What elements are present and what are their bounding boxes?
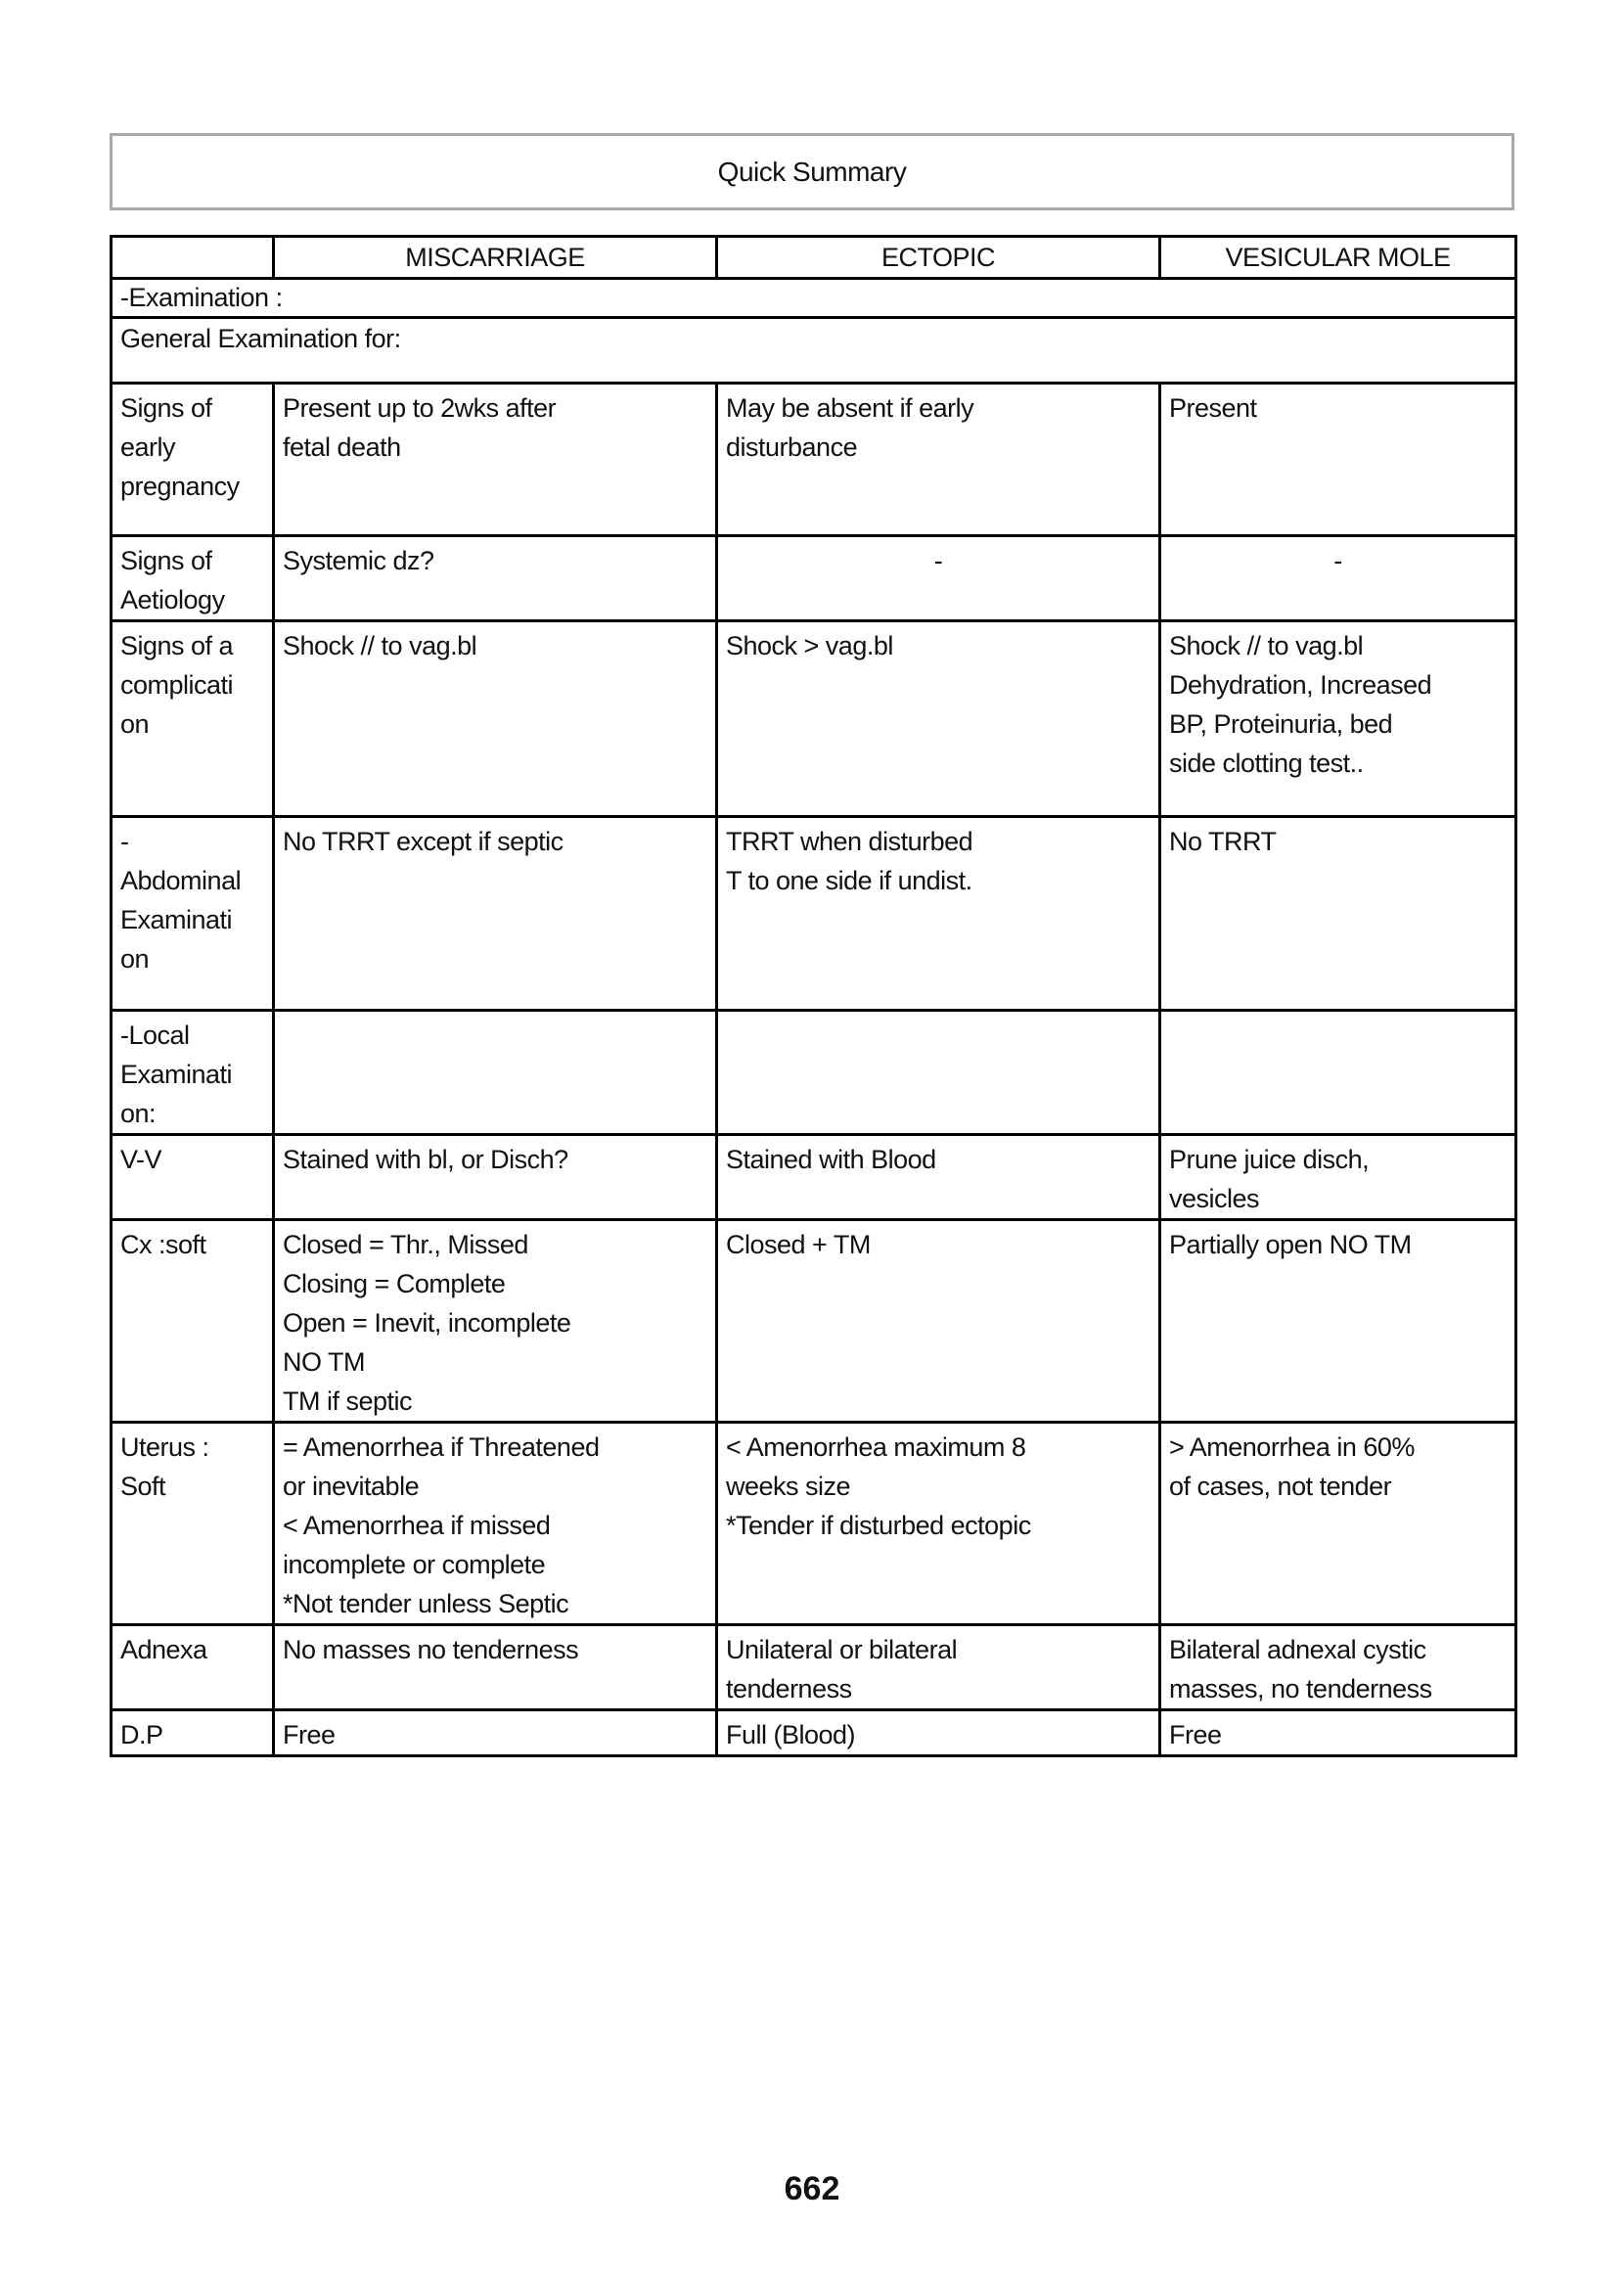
cell-text-line: Present up to 2wks after [283, 393, 557, 423]
row-label-cell [112, 1710, 274, 1756]
cell-text-line: complicati [120, 670, 234, 700]
cell-text-line: Present [1169, 393, 1257, 423]
cell-text-line: < Amenorrhea if missed [283, 1511, 551, 1540]
row-label-cell [112, 621, 274, 817]
cell-text-line: V-V [120, 1145, 162, 1174]
table-row [112, 1011, 1516, 1135]
header-miscarriage: MISCARRIAGE [274, 237, 717, 279]
cell-text-line: Closed = Thr., Missed [283, 1230, 528, 1259]
summary-title: Quick Summary [717, 156, 907, 187]
cell-text-line: or inevitable [283, 1472, 420, 1501]
cell-text-line: Signs of a [120, 631, 234, 660]
row-label-cell [112, 1011, 274, 1135]
miscarriage-cell [274, 621, 717, 817]
vesicular-mole-cell [1160, 1423, 1516, 1625]
ectopic-cell [717, 817, 1160, 1011]
cell-text-line: Partially open NO TM [1169, 1230, 1412, 1259]
table-row [112, 1220, 1516, 1423]
section-general-examination: General Examination for: [112, 318, 1516, 384]
vesicular-mole-cell [1160, 1135, 1516, 1220]
cell-text-line: incomplete or complete [283, 1550, 546, 1579]
cell-text-line: Prune juice disch, [1169, 1145, 1370, 1174]
cell-text-line: vesicles [1169, 1184, 1260, 1213]
cell-text-line: -Local [120, 1021, 190, 1050]
vesicular-mole-cell [1160, 384, 1516, 536]
table-row [112, 536, 1516, 621]
cell-text-line: fetal death [283, 432, 401, 462]
cell-text-line: Open = Inevit, incomplete [283, 1308, 571, 1338]
cell-text-line: Abdominal [120, 866, 242, 895]
miscarriage-cell [274, 536, 717, 621]
cell-text-line: *Not tender unless Septic [283, 1589, 569, 1618]
table-row [112, 817, 1516, 1011]
vesicular-mole-cell [1160, 1710, 1516, 1756]
cell-text-line: of cases, not tender [1169, 1472, 1392, 1501]
summary-title-box [110, 133, 1514, 210]
row-label-cell [112, 817, 274, 1011]
cell-text-line: *Tender if disturbed ectopic [726, 1511, 1031, 1540]
cell-text-line: on [120, 709, 150, 739]
cell-text-line: TM if septic [283, 1386, 413, 1416]
cell-text-line: Cx :soft [120, 1230, 206, 1259]
cell-text-line: Stained with bl, or Disch? [283, 1145, 568, 1174]
ectopic-cell [717, 1710, 1160, 1756]
vesicular-mole-cell [1160, 1625, 1516, 1710]
header-ectopic: ECTOPIC [717, 237, 1160, 279]
section-examination: -Examination : [112, 279, 1516, 318]
header-vesicular-mole: VESICULAR MOLE [1160, 237, 1516, 279]
cell-text-line: Free [283, 1720, 336, 1749]
cell-text-line: tenderness [726, 1674, 852, 1703]
miscarriage-cell [274, 1625, 717, 1710]
cell-text-line: masses, no tenderness [1169, 1674, 1432, 1703]
section-row-general [112, 318, 1516, 384]
vesicular-mole-cell [1160, 817, 1516, 1011]
cell-text-line: NO TM [283, 1347, 365, 1377]
cell-text-line: Examinati [120, 905, 233, 934]
cell-text-line: BP, Proteinuria, bed [1169, 709, 1393, 739]
cell-text-line: Shock // to vag.bl [283, 631, 477, 660]
cell-text-line: Full (Blood) [726, 1720, 856, 1749]
cell-text-line: No masses no tenderness [283, 1635, 579, 1664]
cell-text-line: No TRRT [1169, 827, 1277, 856]
ectopic-cell [717, 1135, 1160, 1220]
cell-text-line: TRRT when disturbed [726, 827, 973, 856]
ectopic-cell [717, 1220, 1160, 1423]
cell-text-line: > Amenorrhea in 60% [1169, 1432, 1415, 1462]
ectopic-cell [717, 1625, 1160, 1710]
cell-text-line: < Amenorrhea maximum 8 [726, 1432, 1026, 1462]
cell-text-line: Uterus : [120, 1432, 209, 1462]
cell-text-line: Shock > vag.bl [726, 631, 893, 660]
vesicular-mole-cell [1160, 621, 1516, 817]
header-row [112, 237, 1516, 279]
cell-text-line: weeks size [726, 1472, 851, 1501]
ectopic-cell [717, 621, 1160, 817]
cell-text-line: on [120, 944, 150, 974]
row-label-cell [112, 1135, 274, 1220]
cell-text-line: Systemic dz? [283, 546, 434, 575]
section-row-examination [112, 279, 1516, 318]
cell-text-line: Shock // to vag.bl [1169, 631, 1364, 660]
cell-text-line: side clotting test.. [1169, 749, 1364, 778]
miscarriage-cell [274, 1220, 717, 1423]
comparison-table [110, 235, 1517, 1757]
row-label-cell [112, 1625, 274, 1710]
vesicular-mole-cell [1160, 536, 1516, 621]
table-row [112, 1423, 1516, 1625]
cell-text-line: - [120, 827, 129, 856]
cell-text-line: D.P [120, 1720, 163, 1749]
cell-text-line: - [1333, 546, 1342, 575]
cell-text-line: Examinati [120, 1060, 233, 1089]
cell-text-line: Adnexa [120, 1635, 207, 1664]
table-row [112, 384, 1516, 536]
cell-text-line: pregnancy [120, 472, 240, 501]
cell-text-line: Soft [120, 1472, 166, 1501]
cell-text-line: Signs of [120, 546, 212, 575]
row-label-cell [112, 536, 274, 621]
cell-text-line: T to one side if undist. [726, 866, 972, 895]
cell-text-line: Bilateral adnexal cystic [1169, 1635, 1426, 1664]
cell-text-line: Unilateral or bilateral [726, 1635, 958, 1664]
cell-text-line: Dehydration, Increased [1169, 670, 1432, 700]
miscarriage-cell [274, 817, 717, 1011]
miscarriage-cell [274, 1423, 717, 1625]
table-row [112, 1135, 1516, 1220]
vesicular-mole-cell [1160, 1220, 1516, 1423]
ectopic-cell [717, 1423, 1160, 1625]
ectopic-cell [717, 384, 1160, 536]
ectopic-cell [717, 536, 1160, 621]
cell-text-line: May be absent if early [726, 393, 974, 423]
row-label-cell [112, 1423, 274, 1625]
cell-text-line: Signs of [120, 393, 212, 423]
vesicular-mole-cell [1160, 1011, 1516, 1135]
cell-text-line: Closed + TM [726, 1230, 871, 1259]
cell-text-line: Stained with Blood [726, 1145, 936, 1174]
ectopic-cell [717, 1011, 1160, 1135]
cell-text-line: disturbance [726, 432, 858, 462]
cell-text-line: early [120, 432, 176, 462]
miscarriage-cell [274, 1011, 717, 1135]
table-row [112, 1625, 1516, 1710]
cell-text-line: No TRRT except if septic [283, 827, 564, 856]
table-row [112, 621, 1516, 817]
cell-text-line: Aetiology [120, 585, 225, 614]
row-label-cell [112, 384, 274, 536]
header-cell-empty [112, 237, 274, 279]
row-label-cell [112, 1220, 274, 1423]
miscarriage-cell [274, 1710, 717, 1756]
cell-text-line: Free [1169, 1720, 1222, 1749]
miscarriage-cell [274, 1135, 717, 1220]
table-row [112, 1710, 1516, 1756]
cell-text-line: on: [120, 1099, 157, 1128]
page-number: 662 [784, 2170, 840, 2207]
cell-text-line: - [933, 546, 943, 575]
cell-text-line: Closing = Complete [283, 1269, 506, 1298]
miscarriage-cell [274, 384, 717, 536]
cell-text-line: = Amenorrhea if Threatened [283, 1432, 600, 1462]
